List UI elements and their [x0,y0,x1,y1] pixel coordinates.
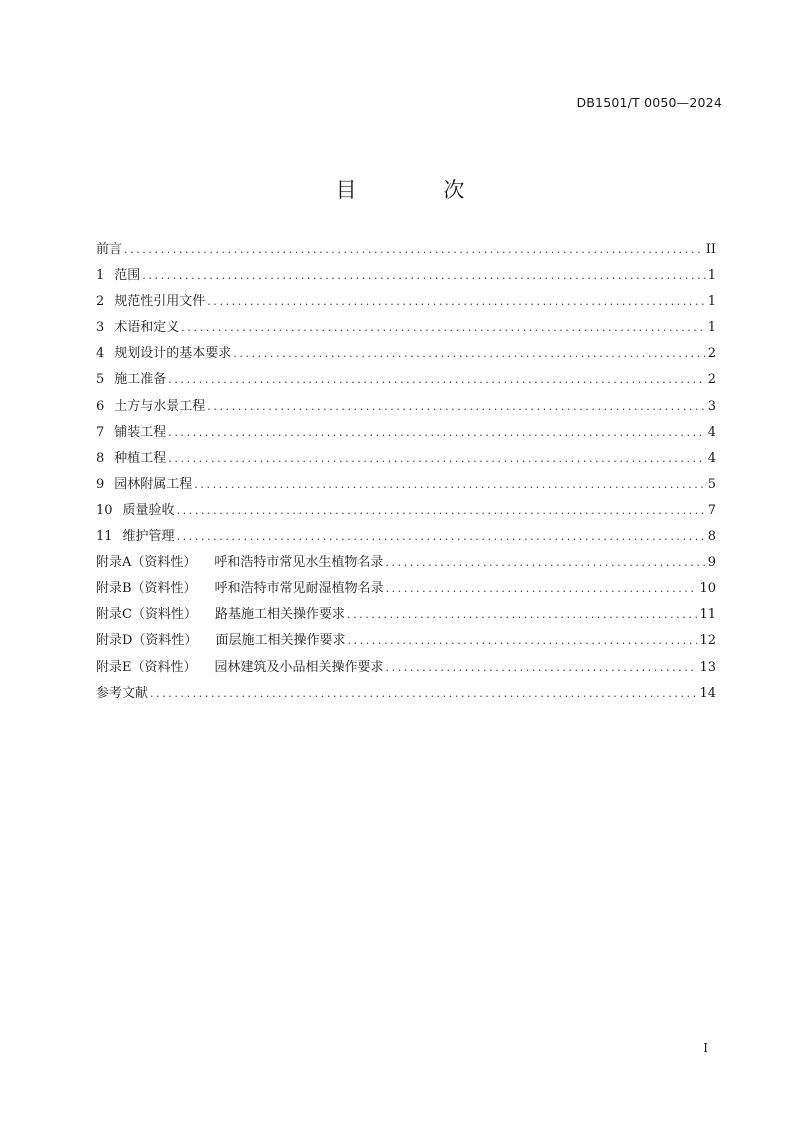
toc-entry-number: 附录D（资料性） [96,633,198,649]
toc-entry-page: 5 [707,476,716,492]
toc-entry-page: 1 [707,320,716,336]
toc-entry-label: 施工准备 [114,372,167,388]
toc-entry-number: 4 [96,346,105,362]
toc-entry-label: 规划设计的基本要求 [114,346,232,362]
toc-entry-page: 1 [707,294,716,310]
toc-entry-label: 铺装工程 [114,424,167,440]
toc-leader-dots [207,295,705,308]
toc-leader-dots [233,347,705,360]
toc-entry-label: 术语和定义 [114,320,180,336]
toc-entry[interactable] [96,342,716,368]
toc-leader-dots [177,530,706,543]
toc-entry-label: 面层施工相关操作要求 [215,633,346,649]
toc-entry[interactable] [96,316,716,342]
toc-entry-label: 呼和浩特市常见耐湿植物名录 [214,581,384,597]
toc-entry[interactable] [96,525,716,551]
page-number: I [703,1041,708,1055]
toc-entry[interactable] [96,447,716,473]
toc-entry[interactable] [96,421,716,447]
toc-entry-label: 呼和浩特市常见水生植物名录 [214,555,384,571]
toc-title: 目 次 [335,178,505,202]
toc-entry-page: 10 [699,581,716,597]
toc-entry-page: 13 [699,659,716,675]
toc-leader-dots [347,608,697,621]
toc-leader-dots [168,452,705,465]
toc-entry[interactable] [96,629,716,655]
toc-leader-dots [194,478,705,491]
toc-entry[interactable] [96,551,716,577]
toc-entry-number: 3 [96,320,105,336]
toc-entry[interactable] [96,577,716,603]
toc-entry-number: 7 [96,424,105,440]
toc-entry[interactable] [96,264,716,290]
toc-leader-dots [207,400,705,413]
toc-leader-dots [150,687,697,700]
toc-entry-label: 园林附属工程 [114,476,193,492]
toc-entry[interactable] [96,682,716,708]
toc-entry-page: 1 [707,268,716,284]
toc-entry[interactable] [96,395,716,421]
toc-leader-dots [177,504,706,517]
toc-entry-number: 附录E（资料性） [96,659,197,675]
toc-entry[interactable] [96,290,716,316]
toc-entry-number: 6 [96,398,105,414]
toc-entry-page: 2 [707,346,716,362]
toc-entry-label: 质量验收 [122,502,175,518]
toc-entry[interactable] [96,473,716,499]
toc-leader-dots [124,243,704,256]
toc-entry-page: 4 [707,424,716,440]
toc-leader-dots [181,321,705,334]
toc-entry-label: 路基施工相关操作要求 [214,607,345,623]
toc-entry-number: 11 [96,529,113,545]
toc-entry[interactable] [96,238,716,264]
toc-entry-label: 前言 [96,242,123,257]
toc-entry[interactable] [96,368,716,394]
toc-leader-dots [386,582,698,595]
toc-entry[interactable] [96,656,716,682]
toc-entry-page: 9 [707,555,716,571]
toc-entry-label: 范围 [114,268,141,284]
toc-entry[interactable] [96,603,716,629]
toc-leader-dots [386,661,698,674]
toc-entry-page: 14 [699,685,716,701]
toc-entry-number: 5 [96,372,105,388]
toc-entry-number: 附录B（资料性） [96,581,197,597]
toc-entry-page: 12 [699,633,716,649]
toc-leader-dots [142,269,705,282]
toc-entry-page: 3 [707,398,716,414]
toc-entry-page: 4 [707,450,716,466]
toc-entry-page: 2 [707,372,716,388]
toc-entry-number: 2 [96,294,105,310]
toc-entry-label: 维护管理 [122,529,175,545]
table-of-contents [96,238,716,708]
toc-entry-page: II [705,242,716,257]
toc-entry-label: 园林建筑及小品相关操作要求 [214,659,384,675]
toc-entry-label: 规范性引用文件 [114,294,206,310]
toc-entry-number: 8 [96,450,105,466]
toc-entry-number: 附录A（资料性） [96,555,197,571]
toc-entry-label: 参考文献 [96,685,149,701]
toc-entry-number: 附录C（资料性） [96,607,197,623]
toc-leader-dots [168,426,705,439]
toc-leader-dots [168,373,705,386]
document-code: DB1501/T 0050—2024 [576,95,722,110]
toc-entry[interactable] [96,499,716,525]
toc-entry-label: 种植工程 [114,450,167,466]
toc-leader-dots [385,556,705,569]
toc-entry-number: 9 [96,476,105,492]
toc-entry-page: 11 [699,607,716,623]
toc-entry-number: 10 [96,502,113,518]
toc-entry-page: 8 [707,529,716,545]
toc-entry-number: 1 [96,268,105,284]
toc-leader-dots [347,634,697,647]
toc-entry-label: 土方与水景工程 [114,398,206,414]
toc-entry-page: 7 [707,502,716,518]
